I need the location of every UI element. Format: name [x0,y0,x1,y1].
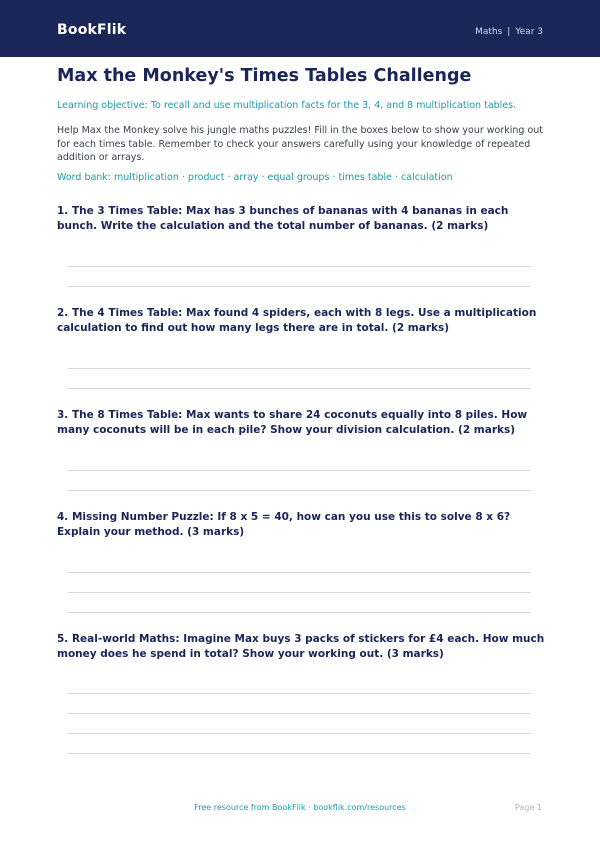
answer-line[interactable] [68,388,531,389]
question-2: 2. The 4 Times Table: Max found 4 spiders, each with 8 legs. Use a multiplication calculation to find out how many legs there are in total. (2 marks) [57,307,537,334]
question-1: 1. The 3 Times Table: Max has 3 bunches of bananas with 4 bananas in each bunch. Write the calculation and the total number of bananas. (2 marks) [57,205,509,232]
subject-year [475,27,543,37]
question-3: 3. The 8 Times Table: Max wants to share 24 coconuts equally into 8 piles. How many coconuts will be in each pile? Show your division calculation. (2 marks) [57,409,528,436]
answer-line[interactable] [68,753,531,754]
answer-line[interactable] [68,693,531,694]
answer-line[interactable] [68,286,531,287]
question-4: 4. Missing Number Puzzle: If 8 x 5 = 40, how can you use this to solve 8 x 6? Explain your method. (3 marks) [57,511,511,538]
answer-line[interactable] [68,612,531,613]
footer-link[interactable]: Free resource from BookFlik · bookflik.com/resources [194,803,406,812]
learning-objective: Learning objective: To recall and use multiplication facts for the 3, 4, and 8 multiplication tables. [57,100,517,111]
page-title: Max the Monkey's Times Tables Challenge [57,66,472,86]
brand-logo: BookFlik [57,22,127,38]
year-label: Year 3 [515,27,543,37]
answer-line[interactable] [68,572,531,573]
subject-label: Maths [475,27,503,37]
answer-line[interactable] [68,733,531,734]
answer-line[interactable] [68,470,531,471]
answer-line[interactable] [68,713,531,714]
page-header [0,0,600,57]
answer-line[interactable] [68,592,531,593]
word-bank: Word bank: multiplication · product · array · equal groups · times table · calculation [57,172,453,183]
meta-separator: | [507,27,511,37]
answer-line[interactable] [68,490,531,491]
answer-line[interactable] [68,266,531,267]
page-number: Page 1 [515,803,542,812]
question-5: 5. Real-world Maths: Imagine Max buys 3 packs of stickers for £4 each. How much money does he spend in total? Show your working out. (3 marks) [57,633,545,660]
intro-text: Help Max the Monkey solve his jungle maths puzzles! Fill in the boxes below to show your working out for each times table. Remember to check your answers carefully using your knowledge of repeated addition or arrays. [57,125,544,163]
answer-line[interactable] [68,368,531,369]
